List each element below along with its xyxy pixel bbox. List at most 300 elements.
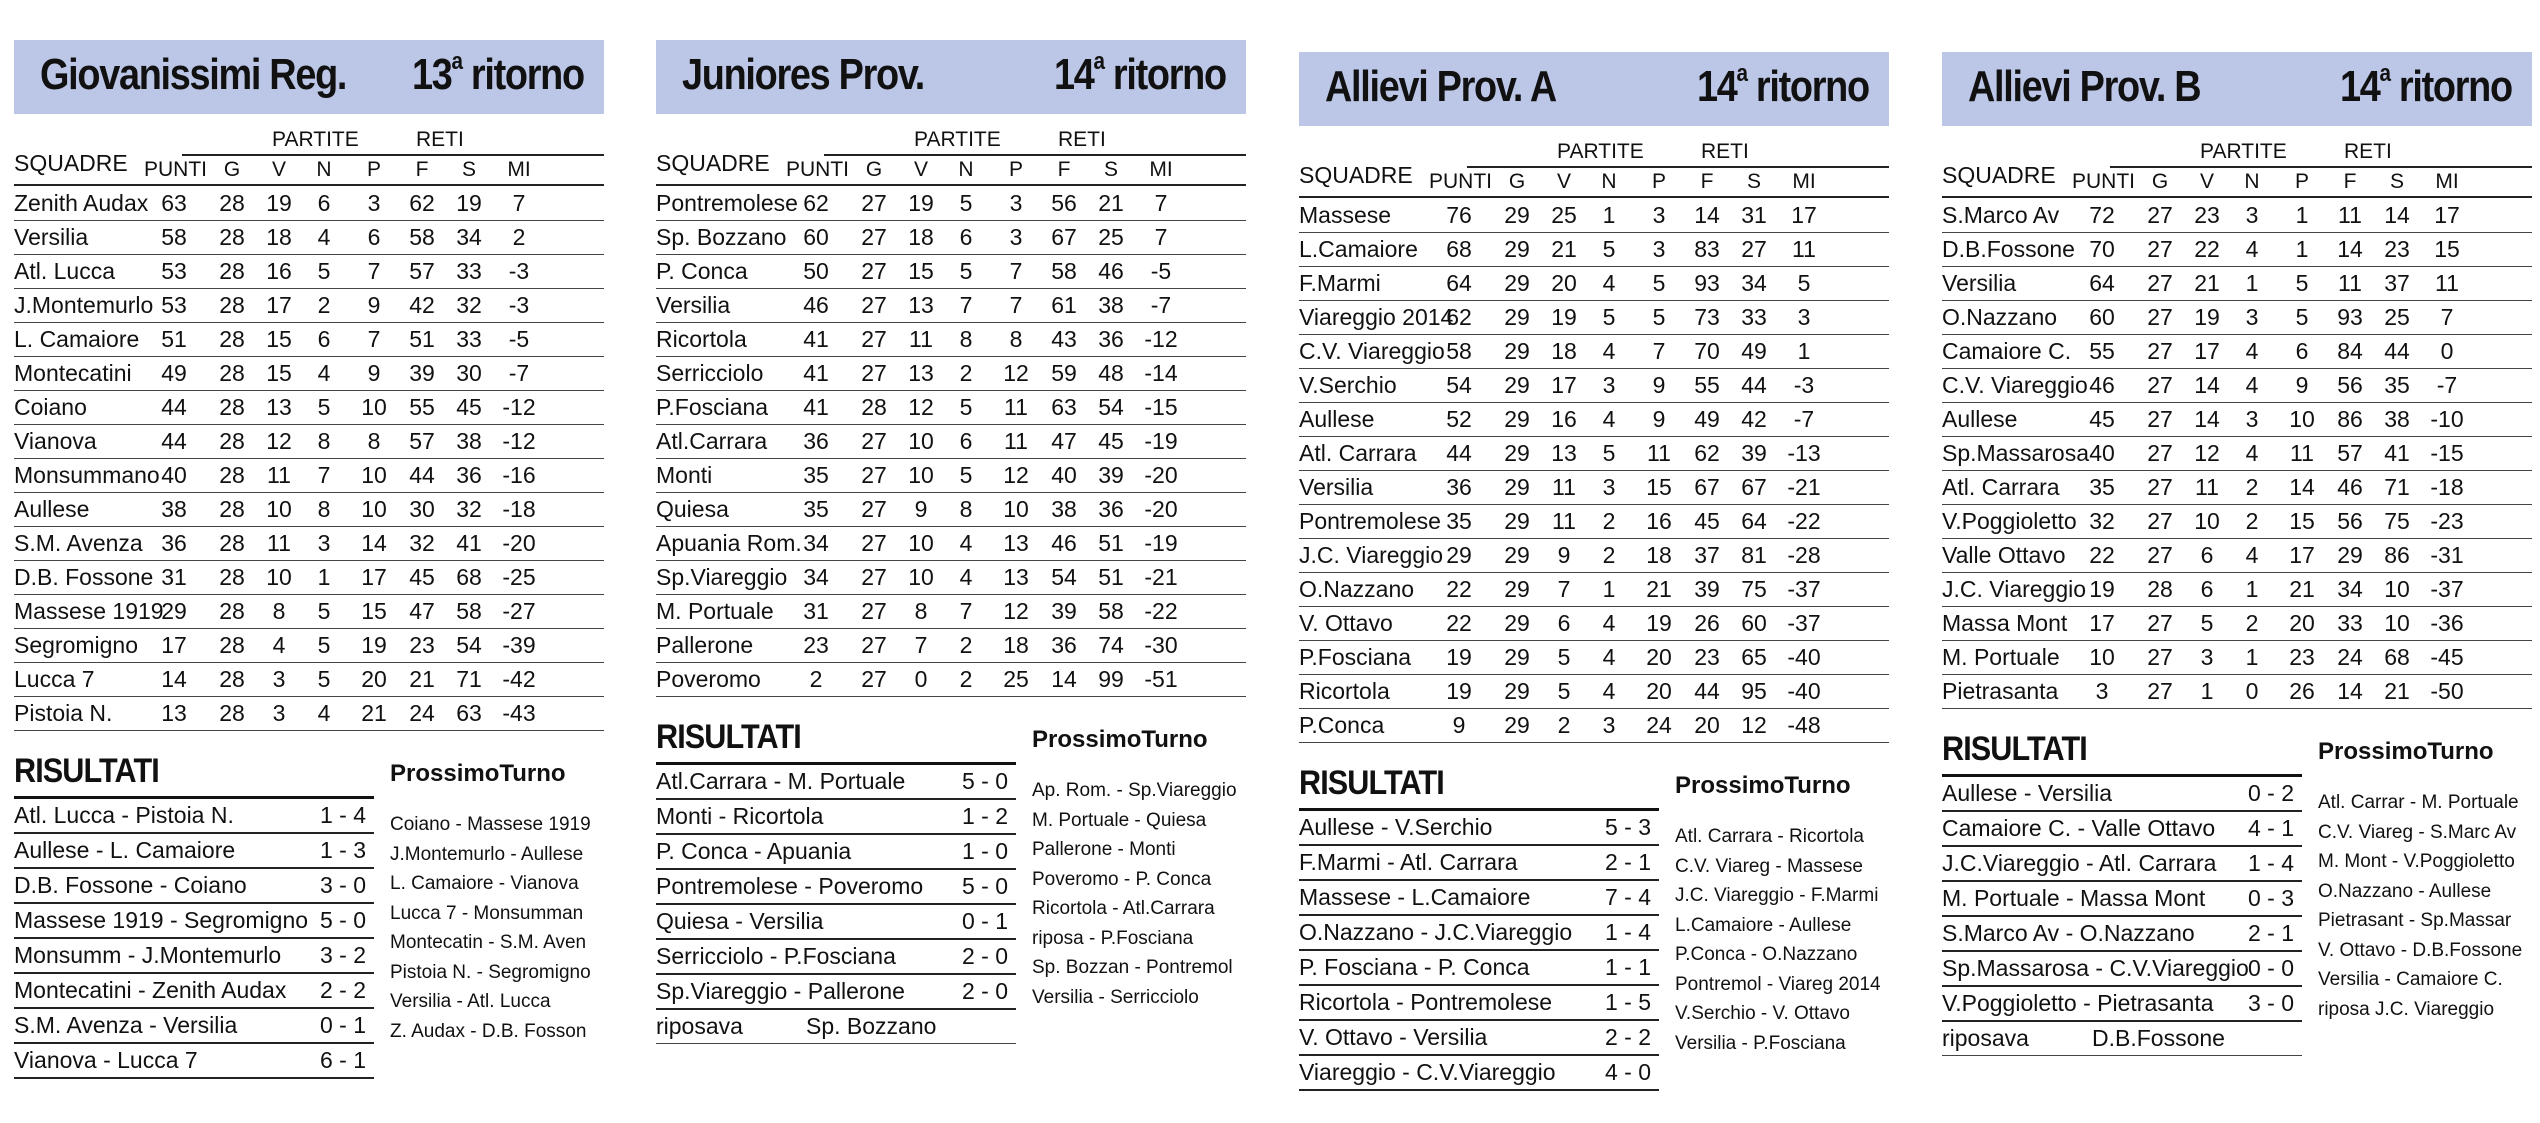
stat-p: 19 bbox=[361, 632, 387, 658]
column-header-s: S bbox=[1103, 158, 1118, 181]
stat-p: 20 bbox=[361, 666, 387, 692]
stat-s: 34 bbox=[1741, 270, 1767, 296]
header-divider bbox=[824, 154, 1246, 156]
table-row bbox=[1942, 198, 2532, 233]
table-row bbox=[14, 322, 604, 357]
panel-title: Allievi Prov. A bbox=[1325, 62, 1556, 111]
stat-punti: 49 bbox=[161, 360, 187, 386]
stat-p: 10 bbox=[1003, 496, 1029, 522]
score: 3 - 0 bbox=[2247, 990, 2294, 1016]
stat-s: 44 bbox=[1741, 372, 1767, 398]
column-header-v: V bbox=[913, 158, 928, 181]
stat-s: 54 bbox=[1098, 394, 1124, 420]
table-row bbox=[1942, 368, 2532, 403]
match: P. Fosciana - P. Conca bbox=[1299, 954, 1530, 980]
stat-g: 27 bbox=[2147, 202, 2173, 228]
table-row bbox=[656, 254, 1246, 289]
stat-mi: -7 bbox=[508, 360, 530, 386]
next-round-title: ProssimoTurno bbox=[1032, 726, 1208, 753]
round-number: 13 bbox=[412, 50, 452, 99]
table-row bbox=[14, 254, 604, 289]
stat-s: 38 bbox=[456, 428, 482, 454]
match: Viareggio - C.V.Viareggio bbox=[1299, 1059, 1556, 1085]
stat-p: 21 bbox=[1646, 576, 1672, 602]
stat-v: 3 bbox=[272, 700, 286, 726]
table-row bbox=[1299, 538, 1889, 573]
result-row bbox=[656, 869, 1016, 905]
stat-v: 1 bbox=[2200, 678, 2214, 704]
stat-n: 1 bbox=[2245, 270, 2259, 296]
stat-g: 28 bbox=[219, 258, 245, 284]
stat-p: 9 bbox=[1652, 406, 1666, 432]
standings-panel bbox=[1299, 0, 1889, 1123]
stat-v: 11 bbox=[909, 326, 933, 352]
stat-p: 10 bbox=[361, 394, 387, 420]
result-row bbox=[1299, 950, 1659, 986]
stat-n: 4 bbox=[959, 564, 973, 590]
stat-v: 13 bbox=[908, 292, 934, 318]
score: 5 - 0 bbox=[961, 873, 1008, 899]
stat-mi: -16 bbox=[502, 462, 536, 488]
match: Aullese - V.Serchio bbox=[1299, 814, 1493, 840]
stat-punti: 64 bbox=[2089, 270, 2115, 296]
stat-g: 27 bbox=[861, 258, 887, 284]
table-row bbox=[1299, 266, 1889, 301]
stat-mi: -37 bbox=[1787, 576, 1821, 602]
team-name: Versilia bbox=[656, 292, 731, 318]
stat-mi: -7 bbox=[1150, 292, 1172, 318]
team-name: Valle Ottavo bbox=[1942, 542, 2066, 568]
stat-f: 36 bbox=[1051, 632, 1077, 658]
stat-s: 95 bbox=[1741, 678, 1767, 704]
stat-s: 36 bbox=[1098, 326, 1124, 352]
stat-g: 27 bbox=[2147, 304, 2173, 330]
stat-s: 68 bbox=[2384, 644, 2410, 670]
stat-f: 93 bbox=[1694, 270, 1720, 296]
stat-v: 6 bbox=[2200, 576, 2214, 602]
score: 0 - 1 bbox=[961, 908, 1008, 934]
stat-p: 7 bbox=[1652, 338, 1666, 364]
header-divider bbox=[2110, 166, 2532, 168]
stat-n: 6 bbox=[959, 224, 973, 250]
stat-v: 13 bbox=[266, 394, 292, 420]
stat-punti: 14 bbox=[161, 666, 187, 692]
result-row bbox=[14, 833, 374, 869]
stat-s: 36 bbox=[1098, 496, 1124, 522]
column-header-v: V bbox=[2199, 170, 2214, 193]
stat-g: 29 bbox=[1504, 644, 1530, 670]
stat-s: 39 bbox=[1741, 440, 1767, 466]
stat-g: 27 bbox=[861, 530, 887, 556]
table-row bbox=[14, 696, 604, 731]
stat-n: 4 bbox=[317, 360, 331, 386]
table-row bbox=[14, 220, 604, 255]
stat-n: 8 bbox=[317, 496, 331, 522]
table-row bbox=[656, 356, 1246, 391]
stat-s: 33 bbox=[1741, 304, 1767, 330]
stat-mi: 17 bbox=[2434, 202, 2460, 228]
stat-v: 12 bbox=[2194, 440, 2220, 466]
stat-f: 83 bbox=[1694, 236, 1720, 262]
stat-g: 28 bbox=[219, 666, 245, 692]
stat-punti: 2 bbox=[809, 666, 823, 692]
result-row bbox=[14, 798, 374, 834]
stat-p: 6 bbox=[2295, 338, 2309, 364]
stat-g: 27 bbox=[861, 224, 887, 250]
stat-mi: -50 bbox=[2430, 678, 2464, 704]
stat-g: 29 bbox=[1504, 406, 1530, 432]
stat-s: 38 bbox=[1098, 292, 1124, 318]
stat-f: 34 bbox=[2337, 576, 2363, 602]
stat-p: 3 bbox=[1652, 202, 1666, 228]
stat-mi: -30 bbox=[1144, 632, 1178, 658]
column-header-mi: MI bbox=[2435, 170, 2459, 193]
stat-v: 5 bbox=[2200, 610, 2214, 636]
stat-v: 20 bbox=[1551, 270, 1577, 296]
stat-n: 4 bbox=[2245, 542, 2259, 568]
standings-panel bbox=[656, 0, 1246, 1123]
stat-s: 21 bbox=[1098, 190, 1124, 216]
stat-f: 84 bbox=[2337, 338, 2363, 364]
column-header-f: F bbox=[1057, 158, 1071, 181]
stat-g: 27 bbox=[861, 598, 887, 624]
stat-mi: -12 bbox=[502, 428, 536, 454]
match: Pontremolese - Poveromo bbox=[656, 873, 924, 899]
result-row bbox=[656, 764, 1016, 800]
group-partite: PARTITE bbox=[272, 128, 359, 151]
group-reti: RETI bbox=[1701, 140, 1749, 163]
stat-n: 4 bbox=[317, 224, 331, 250]
stat-f: 73 bbox=[1694, 304, 1720, 330]
team-name: Apuania Rom. bbox=[656, 530, 802, 556]
table-row bbox=[14, 662, 604, 697]
match: Serricciolo - P.Fosciana bbox=[656, 943, 896, 969]
result-row bbox=[1942, 916, 2302, 952]
stat-p: 25 bbox=[1003, 666, 1029, 692]
stat-f: 62 bbox=[409, 190, 435, 216]
team-name: V. Ottavo bbox=[1299, 610, 1393, 636]
stat-v: 17 bbox=[2194, 338, 2220, 364]
team-name: M. Portuale bbox=[1942, 644, 2060, 670]
stat-n: 5 bbox=[959, 190, 973, 216]
stat-v: 19 bbox=[1551, 304, 1577, 330]
stat-mi: 17 bbox=[1791, 202, 1817, 228]
stat-p: 7 bbox=[1009, 292, 1023, 318]
stat-f: 45 bbox=[409, 564, 435, 590]
match: F.Marmi - Atl. Carrara bbox=[1299, 849, 1518, 875]
stat-g: 28 bbox=[219, 496, 245, 522]
stat-v: 11 bbox=[2195, 474, 2219, 500]
stat-v: 15 bbox=[266, 360, 292, 386]
next-match: Atl. Carrar - M. Portuale bbox=[2318, 792, 2519, 813]
match: Sp.Massarosa - C.V.Viareggio bbox=[1942, 955, 2249, 981]
score: 1 - 1 bbox=[1604, 954, 1651, 980]
stat-g: 27 bbox=[2147, 372, 2173, 398]
stat-mi: -18 bbox=[2430, 474, 2464, 500]
stat-g: 27 bbox=[861, 190, 887, 216]
stat-v: 3 bbox=[272, 666, 286, 692]
team-name: P. Conca bbox=[656, 258, 748, 284]
stat-p: 8 bbox=[1009, 326, 1023, 352]
table-row bbox=[656, 492, 1246, 527]
squadre-header: SQUADRE bbox=[14, 150, 128, 176]
stat-punti: 13 bbox=[161, 700, 187, 726]
next-match: Z. Audax - D.B. Fosson bbox=[390, 1020, 587, 1042]
team-name: J.C. Viareggio bbox=[1942, 576, 2087, 602]
next-match: O.Nazzano - Aullese bbox=[2318, 880, 2492, 902]
stat-s: 74 bbox=[1098, 632, 1124, 658]
column-header-n: N bbox=[1601, 170, 1617, 193]
stat-f: 46 bbox=[2337, 474, 2363, 500]
column-header-s: S bbox=[1746, 170, 1761, 193]
stat-f: 70 bbox=[1694, 338, 1720, 364]
score: 1 - 0 bbox=[961, 838, 1008, 864]
stat-p: 7 bbox=[367, 258, 381, 284]
stat-n: 4 bbox=[2245, 440, 2259, 466]
stat-v: 10 bbox=[908, 530, 934, 556]
stat-mi: -20 bbox=[502, 530, 536, 556]
stat-p: 13 bbox=[1003, 564, 1029, 590]
score: 6 - 1 bbox=[319, 1047, 366, 1073]
stat-s: 31 bbox=[1741, 202, 1767, 228]
stat-p: 20 bbox=[2289, 610, 2315, 636]
squadre-header: SQUADRE bbox=[656, 150, 770, 176]
stat-n: 6 bbox=[317, 190, 331, 216]
result-row bbox=[1299, 845, 1659, 881]
stat-s: 41 bbox=[2384, 440, 2410, 466]
stat-n: 7 bbox=[959, 292, 973, 318]
stat-punti: 50 bbox=[803, 258, 829, 284]
riposava-team: Sp. Bozzano bbox=[806, 1013, 937, 1039]
stat-g: 29 bbox=[1504, 372, 1530, 398]
table-row bbox=[656, 390, 1246, 425]
stat-p: 7 bbox=[1009, 258, 1023, 284]
stat-n: 8 bbox=[317, 428, 331, 454]
stat-v: 10 bbox=[908, 564, 934, 590]
next-match: Poveromo - P. Conca bbox=[1032, 868, 1212, 890]
stat-p: 19 bbox=[1646, 610, 1672, 636]
stat-s: 81 bbox=[1741, 542, 1767, 568]
team-name: Versilia bbox=[14, 224, 89, 250]
stat-n: 5 bbox=[959, 258, 973, 284]
stat-v: 9 bbox=[1557, 542, 1571, 568]
panel-title: Giovanissimi Reg. bbox=[40, 50, 347, 99]
result-row bbox=[656, 834, 1016, 870]
match: Quiesa - Versilia bbox=[656, 908, 824, 934]
stat-s: 64 bbox=[1741, 508, 1767, 534]
stat-n: 5 bbox=[317, 632, 331, 658]
panel-header bbox=[1299, 52, 1889, 126]
stat-v: 21 bbox=[2194, 270, 2220, 296]
stat-g: 27 bbox=[861, 462, 887, 488]
stat-mi: -3 bbox=[508, 292, 530, 318]
group-reti: RETI bbox=[1058, 128, 1106, 151]
stat-f: 11 bbox=[2338, 270, 2362, 296]
stat-v: 10 bbox=[2194, 508, 2220, 534]
match: M. Portuale - Massa Mont bbox=[1942, 885, 2206, 911]
stat-mi: 11 bbox=[2435, 270, 2459, 296]
column-header-mi: MI bbox=[507, 158, 531, 181]
team-name: Aullese bbox=[1299, 406, 1375, 432]
stat-f: 67 bbox=[1694, 474, 1720, 500]
stat-f: 30 bbox=[409, 496, 435, 522]
stat-p: 8 bbox=[367, 428, 381, 454]
team-name: Versilia bbox=[1299, 474, 1374, 500]
stat-punti: 41 bbox=[803, 394, 829, 420]
squadre-header: SQUADRE bbox=[1299, 162, 1413, 188]
next-match: Lucca 7 - Monsumman bbox=[390, 902, 584, 924]
stat-v: 11 bbox=[267, 530, 291, 556]
team-name: C.V. Viareggio bbox=[1942, 372, 2088, 398]
match: Aullese - Versilia bbox=[1942, 780, 2113, 806]
column-header-f: F bbox=[2343, 170, 2357, 193]
team-name: Montecatini bbox=[14, 360, 132, 386]
stat-g: 29 bbox=[1504, 542, 1530, 568]
stat-v: 12 bbox=[908, 394, 934, 420]
stat-p: 3 bbox=[1652, 236, 1666, 262]
stat-punti: 53 bbox=[161, 258, 187, 284]
stat-p: 5 bbox=[1652, 270, 1666, 296]
round-ordinal: a bbox=[1093, 48, 1104, 75]
stat-n: 4 bbox=[1602, 338, 1616, 364]
stat-n: 5 bbox=[317, 666, 331, 692]
next-match: C.V. Viareg - S.Marc Av bbox=[2318, 821, 2517, 843]
score: 0 - 0 bbox=[2247, 955, 2294, 981]
stat-s: 41 bbox=[456, 530, 482, 556]
stat-g: 27 bbox=[2147, 678, 2173, 704]
next-match: C.V. Viareg - Massese bbox=[1675, 855, 1863, 877]
stat-f: 56 bbox=[2337, 508, 2363, 534]
next-match: Ap. Rom. - Sp.Viareggio bbox=[1032, 780, 1237, 801]
stat-g: 27 bbox=[861, 666, 887, 692]
stat-p: 11 bbox=[1647, 440, 1671, 466]
round-ordinal: a bbox=[1736, 60, 1747, 87]
team-name: Segromigno bbox=[14, 632, 139, 658]
stat-n: 3 bbox=[1602, 712, 1616, 738]
stat-mi: -43 bbox=[502, 700, 536, 726]
stat-g: 29 bbox=[1504, 610, 1530, 636]
stat-s: 32 bbox=[456, 496, 482, 522]
stat-punti: 40 bbox=[161, 462, 187, 488]
table-row bbox=[1299, 334, 1889, 369]
stat-n: 3 bbox=[1602, 372, 1616, 398]
stat-n: 7 bbox=[959, 598, 973, 624]
stat-v: 10 bbox=[908, 428, 934, 454]
stat-v: 19 bbox=[266, 190, 292, 216]
stat-g: 27 bbox=[2147, 440, 2173, 466]
stat-f: 38 bbox=[1051, 496, 1077, 522]
table-row bbox=[656, 288, 1246, 323]
next-match: Versilia - P.Fosciana bbox=[1675, 1032, 1846, 1054]
stat-s: 10 bbox=[2384, 576, 2410, 602]
stat-punti: 60 bbox=[2089, 304, 2115, 330]
score: 2 - 2 bbox=[319, 977, 366, 1003]
result-row bbox=[14, 1043, 374, 1079]
table-row bbox=[1942, 334, 2532, 369]
match: Atl. Lucca - Pistoia N. bbox=[14, 802, 234, 828]
stat-n: 4 bbox=[1602, 610, 1616, 636]
table-row bbox=[1299, 674, 1889, 709]
result-row bbox=[1942, 986, 2302, 1022]
stat-v: 8 bbox=[914, 598, 928, 624]
stat-mi: -22 bbox=[1787, 508, 1821, 534]
stat-v: 10 bbox=[908, 462, 934, 488]
stat-g: 27 bbox=[2147, 270, 2173, 296]
stat-f: 14 bbox=[2337, 678, 2363, 704]
team-name: Vianova bbox=[14, 428, 97, 454]
stat-s: 10 bbox=[2384, 610, 2410, 636]
stat-f: 26 bbox=[1694, 610, 1720, 636]
stat-mi: -20 bbox=[1144, 496, 1178, 522]
match: Camaiore C. - Valle Ottavo bbox=[1942, 815, 2216, 841]
team-name: S.M. Avenza bbox=[14, 530, 143, 556]
stat-mi: -12 bbox=[1144, 326, 1178, 352]
stat-v: 7 bbox=[1557, 576, 1571, 602]
stat-f: 49 bbox=[1694, 406, 1720, 432]
group-partite: PARTITE bbox=[1557, 140, 1644, 163]
table-row bbox=[1942, 300, 2532, 335]
stat-g: 28 bbox=[219, 462, 245, 488]
table-row bbox=[1942, 572, 2532, 607]
table-row bbox=[14, 492, 604, 527]
stat-g: 29 bbox=[1504, 508, 1530, 534]
round-number: 14 bbox=[2340, 62, 2380, 111]
group-partite: PARTITE bbox=[2200, 140, 2287, 163]
stat-g: 28 bbox=[861, 394, 887, 420]
stat-s: 71 bbox=[456, 666, 482, 692]
table-row bbox=[14, 560, 604, 595]
stat-v: 5 bbox=[1557, 678, 1571, 704]
stat-mi: -51 bbox=[1144, 666, 1178, 692]
stat-n: 5 bbox=[317, 258, 331, 284]
stat-punti: 22 bbox=[1446, 576, 1472, 602]
stat-p: 14 bbox=[2289, 474, 2315, 500]
stat-f: 21 bbox=[409, 666, 435, 692]
column-header-n: N bbox=[316, 158, 332, 181]
stat-n: 1 bbox=[1602, 202, 1616, 228]
stat-punti: 34 bbox=[803, 530, 829, 556]
stat-n: 8 bbox=[959, 496, 973, 522]
stat-punti: 41 bbox=[803, 326, 829, 352]
next-match: V.Serchio - V. Ottavo bbox=[1675, 1003, 1850, 1024]
score: 2 - 0 bbox=[961, 943, 1008, 969]
stat-v: 16 bbox=[1551, 406, 1577, 432]
stat-p: 17 bbox=[2289, 542, 2315, 568]
stat-mi: 7 bbox=[1154, 224, 1168, 250]
stat-p: 3 bbox=[367, 190, 381, 216]
stat-v: 3 bbox=[2200, 644, 2214, 670]
stat-g: 28 bbox=[219, 326, 245, 352]
match: J.C.Viareggio - Atl. Carrara bbox=[1942, 850, 2217, 876]
stat-g: 27 bbox=[2147, 406, 2173, 432]
stat-punti: 36 bbox=[803, 428, 829, 454]
stat-v: 10 bbox=[266, 564, 292, 590]
stat-s: 36 bbox=[456, 462, 482, 488]
result-row bbox=[656, 974, 1016, 1010]
next-round-title: ProssimoTurno bbox=[390, 760, 566, 787]
stat-v: 17 bbox=[1551, 372, 1577, 398]
stat-n: 5 bbox=[959, 394, 973, 420]
stat-mi: -20 bbox=[1144, 462, 1178, 488]
stat-punti: 44 bbox=[161, 428, 187, 454]
result-row bbox=[656, 904, 1016, 940]
stat-g: 27 bbox=[861, 360, 887, 386]
match: P. Conca - Apuania bbox=[656, 838, 852, 864]
next-match: Pistoia N. - Segromigno bbox=[390, 961, 591, 983]
stat-s: 19 bbox=[456, 190, 482, 216]
stat-n: 7 bbox=[317, 462, 331, 488]
score: 1 - 2 bbox=[961, 803, 1008, 829]
